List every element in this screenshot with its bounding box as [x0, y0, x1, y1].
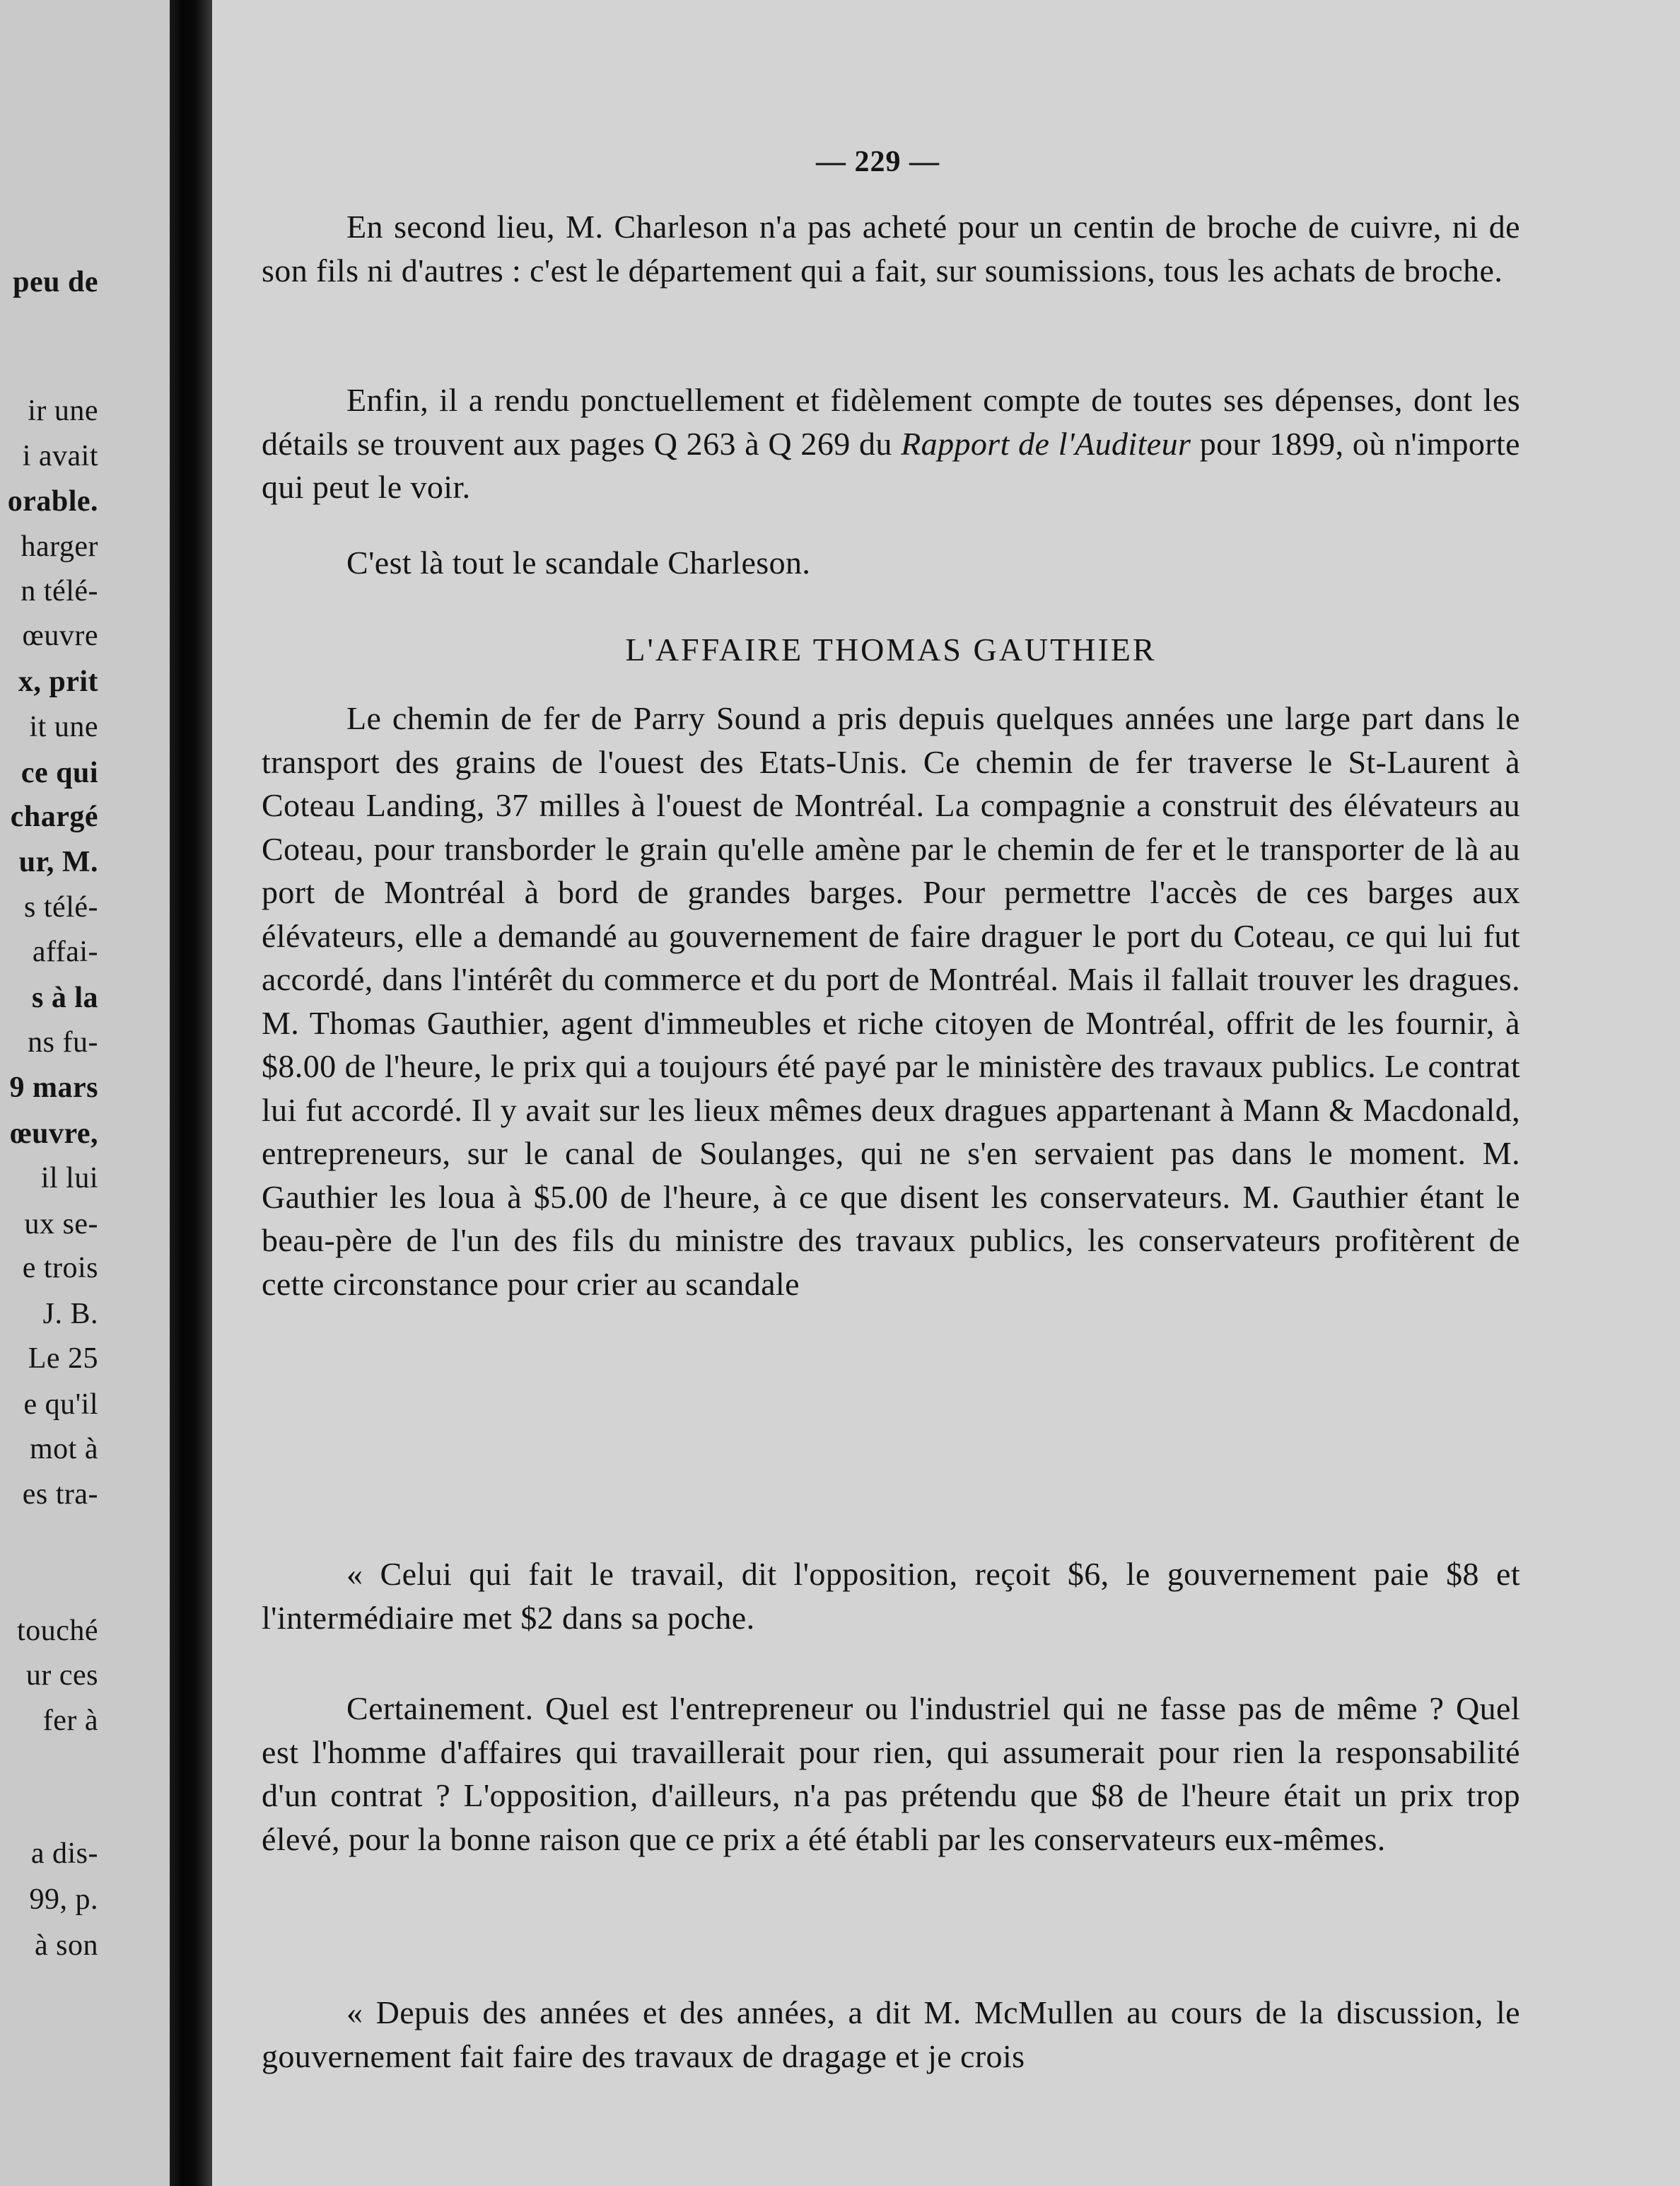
paragraph-text: Enfin, il a rendu ponctuellement et fidèlement compte de toutes ses dépenses, dont les détails se trouvent aux pages Q 263 à Q 269 du: [262, 382, 1520, 462]
facing-page-line: i avait: [22, 440, 98, 472]
facing-page-line: peu de: [13, 266, 98, 298]
facing-page-line: à son: [35, 1929, 98, 1962]
facing-page-line: a dis-: [30, 1837, 98, 1870]
facing-page-line: 99, p.: [29, 1883, 98, 1916]
page-number: — 229 —: [816, 146, 940, 178]
facing-page-line: touché: [17, 1615, 98, 1647]
facing-page-line: s à la: [31, 982, 98, 1014]
facing-page-line: fer à: [42, 1704, 98, 1737]
paragraph-scandale-charleson: C'est là tout le scandale Charleson.: [346, 545, 811, 581]
paragraph-mcmullen-quote: « Depuis des années et des années, a dit M. McMullen au cours de la discussion, le gouvernement fait faire des travaux de dragage et je crois: [262, 1994, 1520, 2074]
section-heading: L'AFFAIRE THOMAS GAUTHIER: [625, 632, 1157, 668]
facing-page-line: ur ces: [25, 1659, 98, 1692]
facing-page-line: it une: [29, 711, 98, 743]
book-gutter: [170, 0, 212, 2186]
paragraph-parry-sound: Le chemin de fer de Parry Sound a pris depuis quelques années une large part dans le transport des grains de l'ouest des Etats-Unis. Ce chemin de fer traverse le St-Laurent à Coteau Landing, 37 milles à l'ouest de Montréal. La compagnie a construit des élévateurs au Coteau, pour transborder le grain qu'elle amène par le chemin de fer et le transporter de là au port de Montréal à bord de grandes barges. Pour permettre l'accès de ces barges aux élévateurs, elle a demandé au gouvernement de faire draguer le port du Coteau, ce qui lui fut accordé, dans l'intérêt du commerce et du port de Montréal. Mais il fallait trouver les dragues. M. Thomas Gauthier, agent d'immeubles et riche citoyen de Montréal, offrit de les fournir, à $8.00 de l'heure, le prix qui a toujours été payé par le ministère des travaux publics. Le contrat lui fut accordé. Il y avait sur les lieux mêmes deux dragues appartenant à Mann & Macdonald, entrepreneurs, sur le canal de Soulanges, qui ne s'en servaient pas dans le moment. M. Gauthier les loua à $5.00 de l'heure, à ce que disent les conservateurs. M. Gauthier étant le beau-père de l'un des fils du ministre des travaux publics, les conservateurs profitèrent de cette circonstance pour crier au scandale: [262, 700, 1520, 1302]
report-title: Rapport de l'Auditeur: [901, 425, 1191, 462]
facing-page-line: ns fu-: [28, 1026, 98, 1059]
facing-page-line: ux se-: [24, 1208, 98, 1240]
facing-page-line: affai-: [32, 936, 98, 968]
facing-page-line: 9 mars: [9, 1071, 98, 1104]
facing-page-line: Le 25: [28, 1342, 98, 1375]
paragraph-depenses: [262, 378, 1520, 509]
facing-page-line: e trois: [22, 1252, 98, 1284]
facing-page-line: ur, M.: [18, 846, 98, 878]
facing-page-line: chargé: [10, 801, 98, 833]
facing-page-line: J. B.: [42, 1298, 98, 1330]
facing-page-line: s télé-: [24, 891, 98, 924]
facing-page-line: x, prit: [18, 665, 98, 698]
paragraph-charleson-broche: En second lieu, M. Charleson n'a pas acheté pour un centin de broche de cuivre, ni de son fils ni d'autres : c'est le département qui a fait, sur soumissions, tous les achats de broche.: [262, 209, 1520, 289]
facing-page-fragment: [0, 0, 180, 2186]
facing-page-line: œuvre,: [10, 1117, 98, 1150]
facing-page-line: ce qui: [21, 757, 98, 789]
facing-page-line: harger: [21, 530, 98, 563]
facing-page-line: ir une: [28, 395, 98, 427]
paragraph-certainement: Certainement. Quel est l'entrepreneur ou l'industriel qui ne fasse pas de même ? Quel est l'homme d'affaires qui travaillerait pour rien, qui assumerait pour rien la responsabilité d'un contrat ? L'opposition, d'ailleurs, n'a pas prétendu que $8 de l'heure était un prix trop élevé, pour la bonne raison que ce prix a été établi par les conservateurs eux-mêmes.: [262, 1690, 1520, 1857]
facing-page-line: orable.: [7, 485, 98, 518]
facing-page-line: il lui: [40, 1162, 98, 1194]
facing-page-line: mot à: [30, 1433, 98, 1465]
paragraph-opposition-quote: « Celui qui fait le travail, dit l'opposition, reçoit $6, le gouvernement paie $8 et l'intermédiaire met $2 dans sa poche.: [262, 1556, 1520, 1636]
facing-page-line: e qu'il: [23, 1388, 98, 1421]
facing-page-line: es tra-: [22, 1478, 98, 1511]
facing-page-line: œuvre: [22, 620, 98, 652]
facing-page-line: n télé-: [21, 575, 98, 607]
paragraph-text: pour 1899, où n'importe qui peut le voir.: [262, 425, 1520, 505]
